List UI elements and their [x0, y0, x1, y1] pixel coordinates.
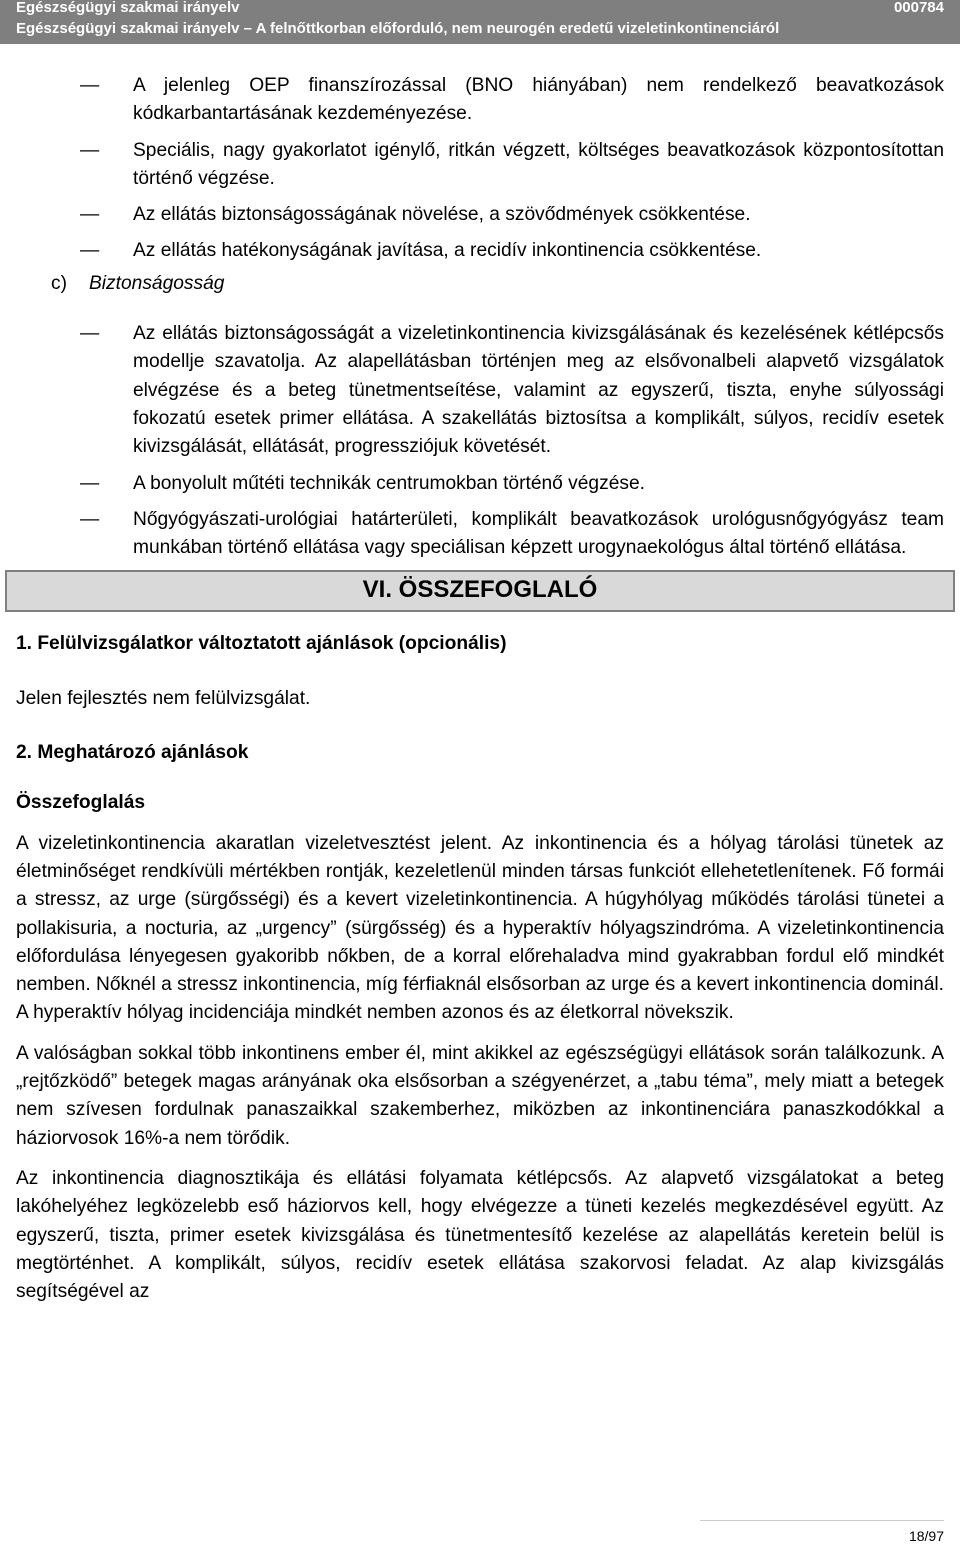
section-title: VI. ÖSSZEFOGLALÓ — [5, 570, 955, 612]
footer-divider — [700, 1520, 944, 1521]
list-item-text: Az ellátás biztonságosságát a vizeletinkontinencia kivizsgálásának és kezelésének kétlépcsős modellje szavatolja. Az alapellátásban történjen meg az elsővonalbeli alapvető vizsgálatok elvégzése és a beteg tünetmentseítése, valamint az egyszerű, tiszta, enyhe súlyossági fokozatú esetek primer ellátása. A szakellátás biztosítsa a komplikált, súlyos, recidív esetek kivizsgálását, ellátását, progressziójuk követését. — [133, 323, 944, 458]
page-number: 18/97 — [908, 1528, 944, 1544]
list-item — [16, 72, 944, 129]
list-item-text: Az ellátás hatékonyságának javítása, a recidív inkontinencia csökkentése. — [133, 240, 762, 262]
dash-bullet-icon: — — [80, 472, 100, 494]
dash-bullet-icon: — — [80, 75, 100, 96]
paragraph: A vizeletinkontinencia akaratlan vizeletvesztést jelent. Az inkontinencia és a hólyag tárolási tünetek az életminőséget rendkívüli mértékben rontják, kezeletlenül minden társas funkciót ellehetetlenítenek. Fő formái a stressz, az urge (sürgősségi) és a kevert vizeletinkontinencia. A húgyhólyag működés tárolási tünetei a pollakisuria, a nocturia, az „urgency” (sürgősség) és a hyperaktív hólyagszindróma. A vizeletinkontinencia előfordulása lényegesen gyakoribb nőkben, de a korral előrehaladva mind gyakrabban fordul elő mindkét nemben. Nőknél a stressz inkontinencia, míg férfiaknál elsősorban az urge és a kevert inkontinencia dominál. A hyperaktív hólyag incidenciája mindkét nemben azonos és az életkorral növekszik. — [16, 832, 944, 1024]
dash-bullet-icon: — — [80, 139, 100, 161]
document-code: 000784 — [893, 0, 944, 16]
document-body — [16, 72, 944, 1318]
goal-list — [16, 72, 944, 266]
paragraph: Jelen fejlesztés nem felülvizsgálat. — [16, 687, 311, 709]
list-item-text: A bonyolult műtéti technikák centrumokban történő végzése. — [133, 472, 645, 494]
list-item-text: Nőgyógyászati-urológiai határterületi, komplikált beavatkozások urológusnőgyógyász team munkában történő ellátása vagy speciálisan képzett urogynaekológus által történő ellátása. — [133, 508, 944, 559]
list-item — [16, 237, 944, 265]
header-subtitle: Egészségügyi szakmai irányelv – A felnőttkorban előforduló, nem neurogén eredetű vizeletinkontinenciáról — [16, 20, 780, 37]
subsection-title: Biztonságosság — [89, 272, 225, 294]
dash-bullet-icon: — — [80, 508, 100, 530]
list-item — [16, 470, 944, 498]
list-item — [16, 137, 944, 194]
paragraph: A valóságban sokkal több inkontinens ember él, mint akikkel az egészségügyi ellátások során találkozunk. A „rejtőzködő” betegek magas arányának oka elsősorban a szégyenérzet, a „tabu téma”, mely miatt a betegek nem szívesen fordulnak panaszaikkal szakemberhez, miközben az inkontinenciára panaszkodókkal a háziorvosok 16%-a nem törődik. — [16, 1042, 944, 1149]
list-item — [16, 320, 944, 461]
subsection-letter: c) — [51, 272, 67, 294]
subsection-heading — [16, 270, 944, 298]
header-title: Egészségügyi szakmai irányelv — [16, 0, 240, 16]
summary-heading: Összefoglalás — [16, 792, 146, 814]
paragraph: Az inkontinencia diagnosztikája és ellátási folyamata kétlépcsős. Az alapvető vizsgálatokat a beteg lakóhelyéhez legközelebb eső háziorvos kell, hogy elvégezze a tüneti kezelés megkezdésével együtt. Az egyszerű, tiszta, primer esetek kivizsgálása és tünetmentesítő kezelése az alapellátás keretein belül is megtörténhet. A komplikált, súlyos, recidív esetek ellátása szakorvosi feladat. Az alap kivizsgálás segítségével az — [16, 1167, 944, 1303]
heading-key-recommendations: 2. Meghatározó ajánlások — [16, 742, 249, 764]
list-item-text: Speciális, nagy gyakorlatot igénylő, ritkán végzett, költséges beavatkozások központosítottan történő végzése. — [133, 139, 944, 189]
dash-bullet-icon: — — [80, 323, 100, 345]
list-item-text: Az ellátás biztonságosságának növelése, a szövődmények csökkentése. — [133, 204, 751, 226]
safety-list — [16, 320, 944, 562]
list-item — [16, 201, 944, 229]
list-item-text: A jelenleg OEP finanszírozással (BNO hiányában) nem rendelkező beavatkozások kódkarbantartásának kezdeményezése. — [133, 75, 944, 125]
heading-revised-recommendations: 1. Felülvizsgálatkor változtatott ajánlások (opcionális) — [16, 633, 507, 655]
dash-bullet-icon: — — [80, 240, 100, 262]
document-header — [0, 0, 960, 44]
list-item — [16, 506, 944, 563]
dash-bullet-icon: — — [80, 204, 100, 226]
